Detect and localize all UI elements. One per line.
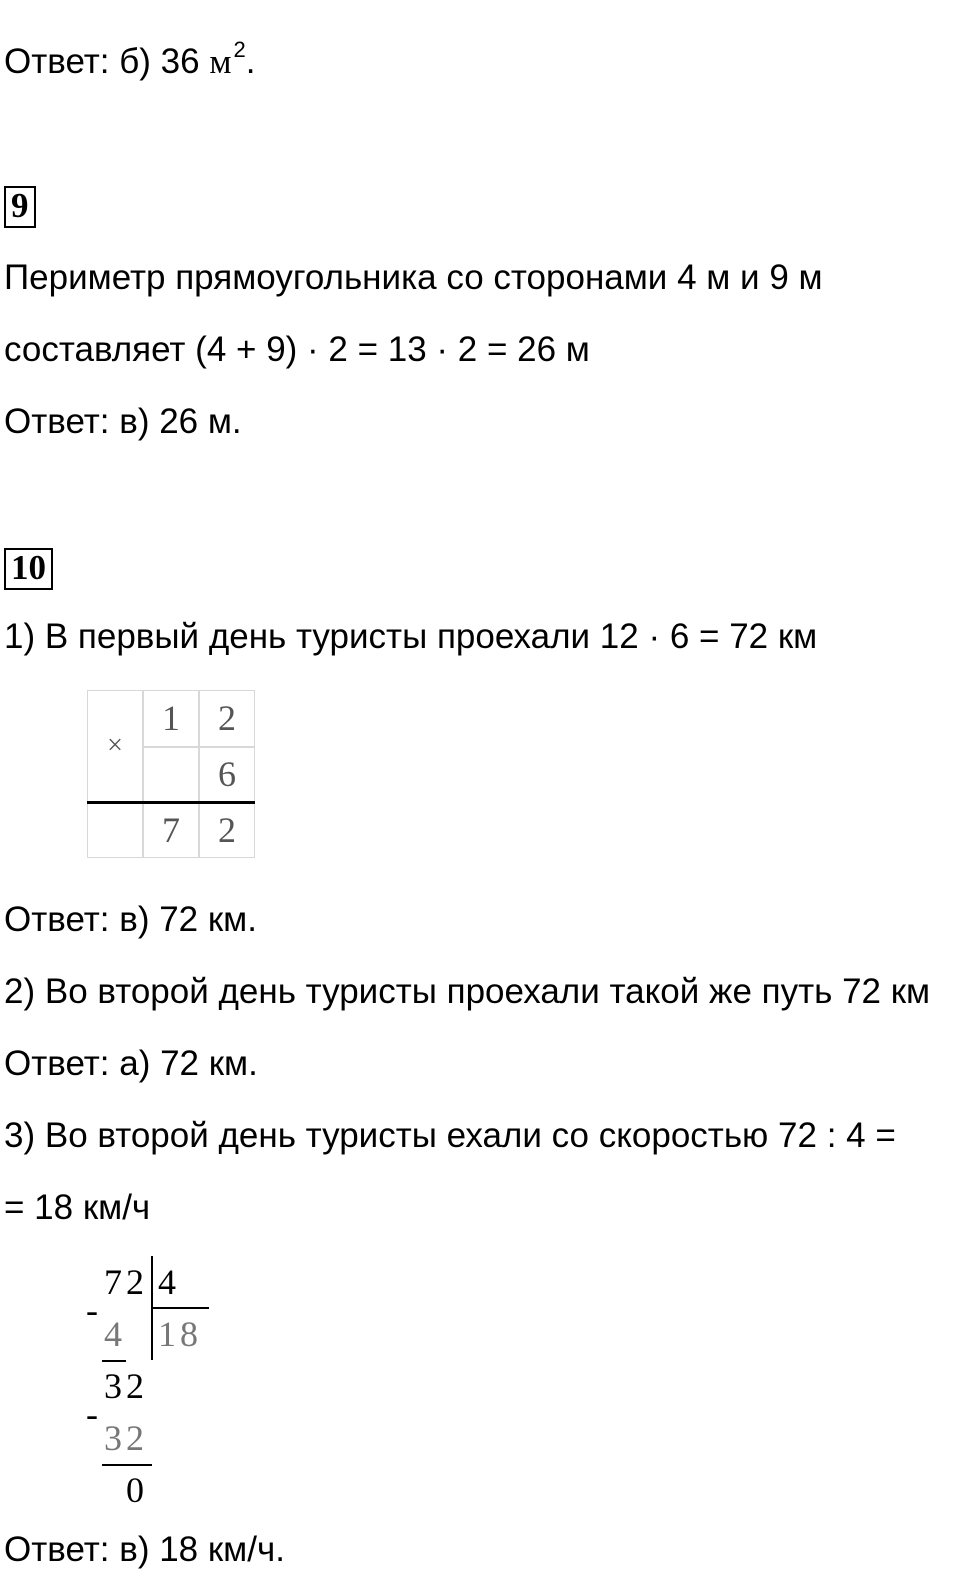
previous-answer-text: Ответ: б) 36 <box>4 42 210 81</box>
task-9-line-1: Периметр прямоугольника со сторонами 4 м и 9 м <box>4 258 823 297</box>
minus-sign: - <box>86 1290 102 1330</box>
remainder-1: 32 <box>104 1366 148 1406</box>
task-9-answer: Ответ: в) 26 м. <box>4 402 242 441</box>
mult-digit: 6 <box>218 754 236 794</box>
division-result: 0 <box>126 1470 148 1510</box>
multiplication-grid <box>87 690 255 858</box>
task-10-answer-3: Ответ: в) 18 км/ч. <box>4 1530 285 1569</box>
task-10-number: 10 <box>4 548 53 590</box>
task-10-answer-1: Ответ: в) 72 км. <box>4 900 257 939</box>
subtraction-line-2 <box>102 1464 152 1466</box>
subtraction-line-1 <box>102 1360 126 1362</box>
times-sign: × <box>107 730 123 761</box>
task-9-line-2: составляет (4 + 9) · 2 = 13 · 2 = 26 м <box>4 330 590 369</box>
minus-sign: - <box>86 1394 102 1434</box>
subtrahend-2: 32 <box>104 1418 148 1458</box>
divisor: 4 <box>158 1262 180 1302</box>
dividend: 72 <box>104 1262 148 1302</box>
task-10-step-3-line-1: 3) Во второй день туристы ехали со скоростью 72 : 4 = <box>4 1116 896 1155</box>
unit-text: м <box>209 42 232 81</box>
period: . <box>245 42 256 81</box>
subtrahend-1: 4 <box>104 1314 126 1354</box>
task-10-step-1: 1) В первый день туристы проехали 12 · 6 = 72 км <box>4 617 818 656</box>
mult-digit: 2 <box>218 698 236 738</box>
previous-answer <box>4 37 256 86</box>
mult-result-digit: 7 <box>162 810 180 850</box>
mult-result-digit: 2 <box>218 810 236 850</box>
mult-digit: 1 <box>162 698 180 738</box>
task-10-step-2: 2) Во второй день туристы проехали такой же путь 72 км <box>4 972 931 1011</box>
superscript: 2 <box>233 37 246 62</box>
division-bracket-horizontal <box>151 1307 209 1309</box>
task-10-step-3-line-2: = 18 км/ч <box>4 1188 151 1227</box>
task-9-number: 9 <box>4 186 36 228</box>
quotient: 18 <box>158 1314 202 1354</box>
task-10-answer-2: Ответ: а) 72 км. <box>4 1044 258 1083</box>
